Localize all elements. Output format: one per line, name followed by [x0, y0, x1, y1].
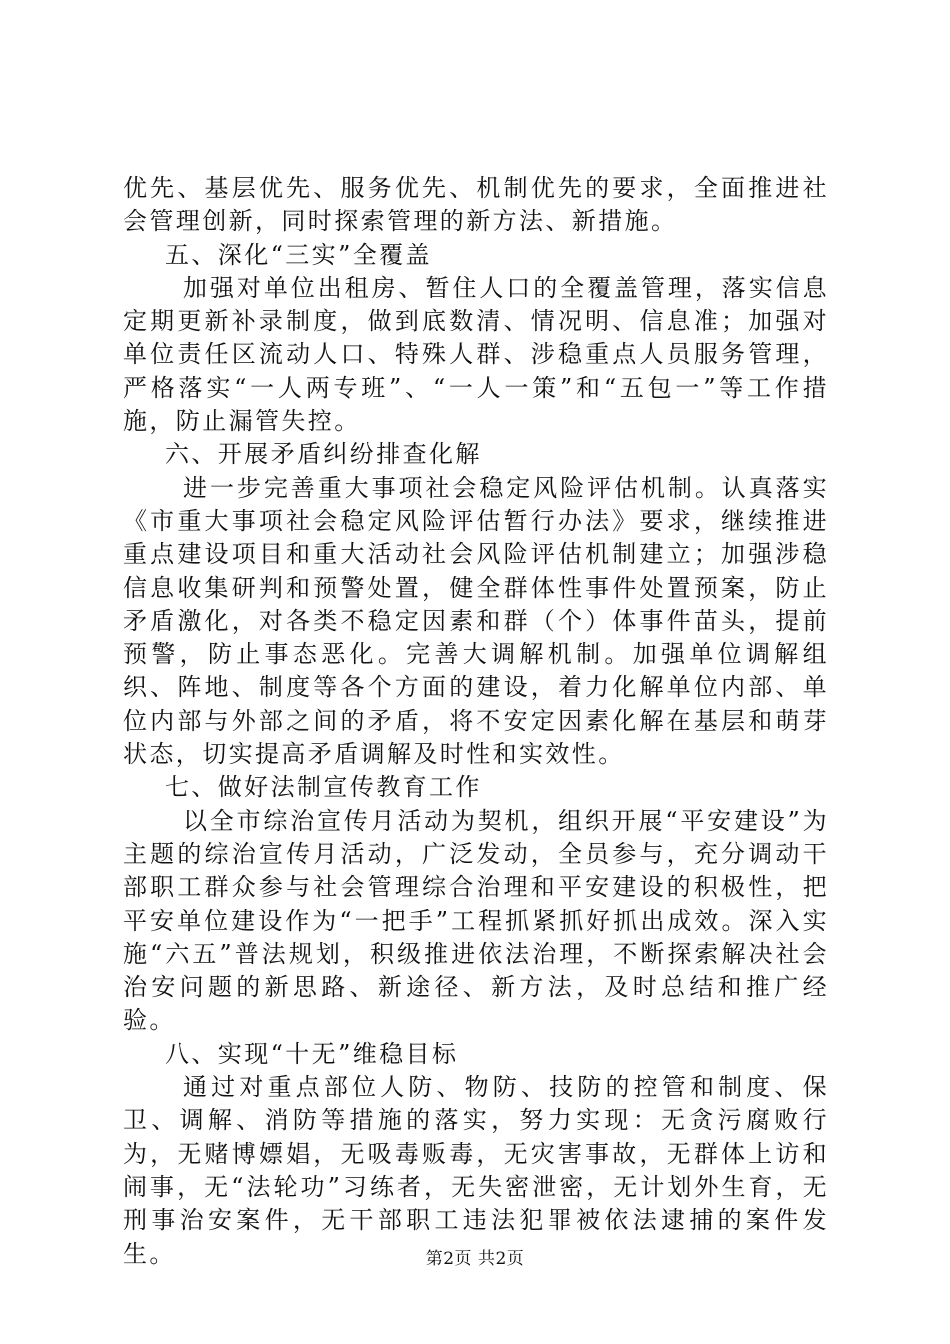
section-heading-7: 七、做好法制宣传教育工作	[165, 773, 482, 802]
section-heading-6: 六、开展矛盾纠纷排查化解	[165, 440, 482, 469]
document-body	[123, 172, 829, 1271]
section-heading-8: 八、实现“十无”维稳目标	[165, 1039, 459, 1068]
paragraph-intro: 优先、基层优先、服务优先、机制优先的要求，全面推进社会管理创新，同时探索管理的新方法、新措施。	[123, 174, 829, 236]
paragraph-section-8: 通过对重点部位人防、物防、技防的控管和制度、保卫、调解、消防等措施的落实，努力实现：无贪污腐败行为，无赌博嫖娼，无吸毒贩毒，无灾害事故，无群体上访和闹事，无“法轮功”习练者，无失密泄密，无计划外生育，无刑事治安案件，无干部职工违法犯罪被依法逮捕的案件发生。	[123, 1073, 829, 1268]
paragraph-section-6: 进一步完善重大事项社会稳定风险评估机制。认真落实《市重大事项社会稳定风险评估暂行办法》要求，继续推进重点建设项目和重大活动社会风险评估机制建立；加强涉稳信息收集研判和预警处置，健全群体性事件处置预案，防止矛盾激化，对各类不稳定因素和群（个）体事件苗头，提前预警，防止事态恶化。完善大调解机制。加强单位调解组织、阵地、制度等各个方面的建设，着力化解单位内部、单位内部与外部之间的矛盾，将不安定因素化解在基层和萌芽状态，切实提高矛盾调解及时性和实效性。	[123, 473, 829, 769]
section-heading-5: 五、深化“三实”全覆盖	[165, 240, 432, 269]
paragraph-section-7: 以全市综治宣传月活动为契机，组织开展“平安建设”为主题的综治宣传月活动，广泛发动，全员参与，充分调动干部职工群众参与社会管理综合治理和平安建设的积极性，把平安单位建设作为“一把手”工程抓紧抓好抓出成效。深入实施“六五”普法规划，积级推进依法治理，不断探索解决社会治安问题的新思路、新途径、新方法，及时总结和推广经验。	[123, 806, 829, 1035]
paragraph-section-5: 加强对单位出租房、暂住人口的全覆盖管理，落实信息定期更新补录制度，做到底数清、情况明、信息准；加强对单位责任区流动人口、特殊人群、涉稳重点人员服务管理，严格落实“一人两专班”、“一人一策”和“五包一”等工作措施，防止漏管失控。	[123, 273, 829, 436]
page-number-footer: 第2页 共2页	[425, 1249, 525, 1269]
